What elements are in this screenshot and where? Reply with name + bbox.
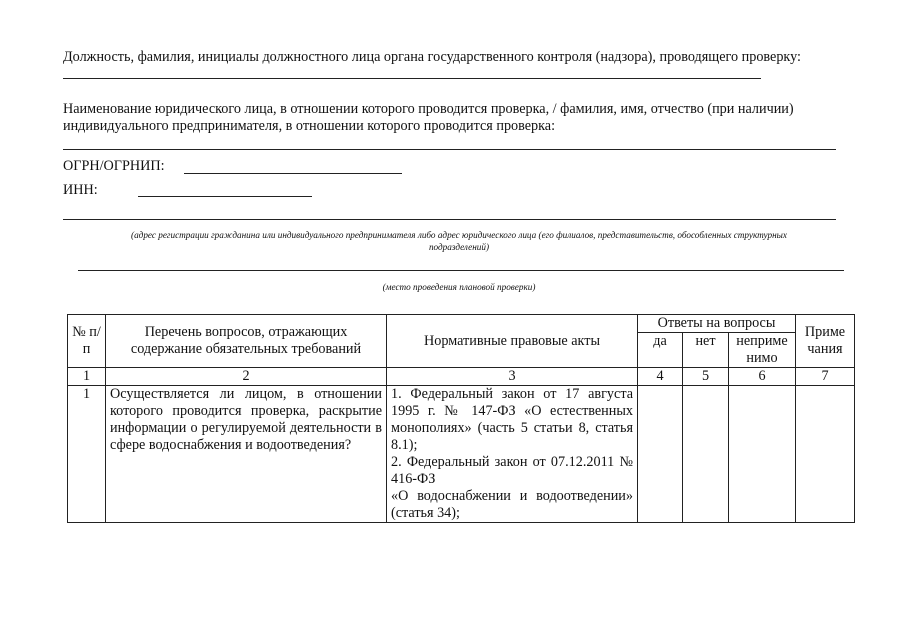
col-answers-header: Ответы на вопросы — [638, 315, 796, 333]
col-acts-header: Нормативные правовые акты — [387, 315, 638, 368]
entity-line — [63, 149, 836, 150]
col-yes-header: да — [638, 333, 683, 368]
address-caption-line1: (адрес регистрации гражданина или индивидуального предпринимателя либо адрес юридического лица (его филиалов, представительств, обособленных структурных — [131, 230, 787, 240]
col-num-header: № п/п — [68, 315, 106, 368]
official-label: Должность, фамилия, инициалы должностного лица органа государственного контроля (надзора), проводящего проверку: — [63, 49, 801, 65]
law-reference: 2. Федеральный закон от 07.12.2011 № 416-ФЗ — [391, 454, 633, 487]
table-row — [68, 386, 855, 523]
address-caption-line2: подразделений) — [428, 242, 490, 252]
place-line — [78, 270, 844, 271]
ogrn-label: ОГРН/ОГРНИП: — [63, 158, 165, 174]
index-cell: 1 — [68, 368, 106, 386]
entity-label-line1: Наименование юридического лица, в отношении которого проводится проверка, / фамилия, имя, отчество (при наличии) — [63, 101, 794, 117]
header-row — [68, 315, 855, 333]
place-caption: (место проведения плановой проверки) — [382, 282, 536, 292]
answer-yes-cell[interactable] — [638, 386, 683, 523]
row-question-cell: Осуществляется ли лицом, в отношении которого проводится проверка, раскрытие информации о регулируемой деятельности в сфере водоснабжения и водоотведения? — [106, 386, 387, 523]
checklist-table — [67, 314, 855, 523]
index-cell: 6 — [729, 368, 796, 386]
row-acts-cell — [387, 386, 638, 523]
inn-label: ИНН: — [63, 182, 98, 198]
entity-label-line2: индивидуального предпринимателя, в отношении которого проводится проверка: — [63, 118, 556, 134]
col-questions-header: Перечень вопросов, отражающих содержание обязательных требований — [106, 315, 387, 368]
ogrn-line — [184, 173, 402, 174]
index-cell: 3 — [387, 368, 638, 386]
answer-na-cell[interactable] — [729, 386, 796, 523]
inn-line — [138, 196, 312, 197]
index-cell: 4 — [638, 368, 683, 386]
address-caption — [63, 229, 855, 253]
col-na-header: неприме нимо — [729, 333, 796, 368]
address-line — [63, 219, 836, 220]
answer-no-cell[interactable] — [683, 386, 729, 523]
index-row — [68, 368, 855, 386]
notes-cell[interactable] — [796, 386, 855, 523]
index-cell: 2 — [106, 368, 387, 386]
index-cell: 7 — [796, 368, 855, 386]
col-no-header: нет — [683, 333, 729, 368]
law-reference: 1. Федеральный закон от 17 августа 1995 г. № 147-ФЗ «О естественных монополиях» (часть 5 статьи 8, статья 8.1); — [391, 386, 633, 453]
col-notes-header: Приме чания — [796, 315, 855, 368]
index-cell: 5 — [683, 368, 729, 386]
law-reference: «О водоснабжении и водоотведении» (статья 34); — [391, 488, 633, 521]
official-line — [63, 78, 761, 79]
row-num-cell: 1 — [68, 386, 106, 523]
